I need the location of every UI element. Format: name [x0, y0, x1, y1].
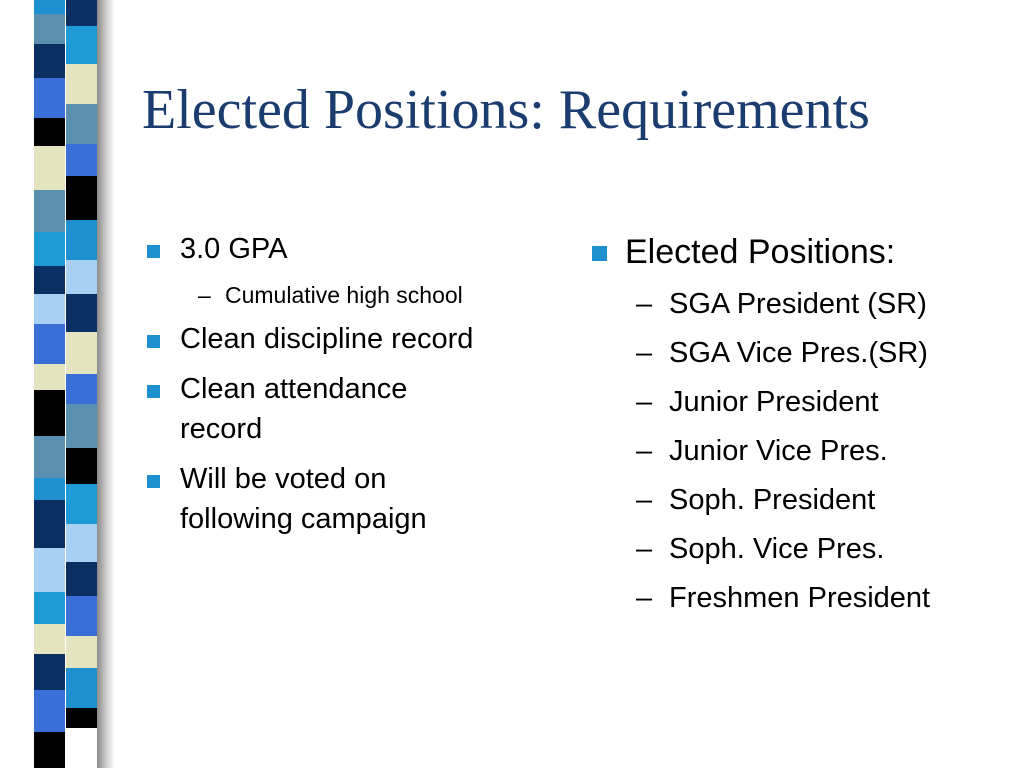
- bullet-square-icon: [147, 245, 160, 258]
- right-sub-item: Soph. President: [669, 484, 876, 516]
- left-bullet-attendance-line2: record: [180, 413, 263, 445]
- dash-icon: –: [636, 533, 653, 565]
- left-sub-cumulative: Cumulative high school: [225, 282, 463, 308]
- dash-icon: –: [636, 386, 653, 418]
- bullet-square-icon: [147, 385, 160, 398]
- right-sub-item: Junior Vice Pres.: [669, 435, 888, 467]
- left-bullet-voted-line2: following campaign: [180, 503, 427, 535]
- stripe-column-left: [34, 0, 65, 768]
- dash-icon: –: [636, 288, 653, 320]
- left-bullet-discipline: Clean discipline record: [180, 323, 474, 355]
- bullet-square-icon: [147, 475, 160, 488]
- stripe-column-right: [66, 0, 97, 768]
- stripe-shadow: [97, 0, 115, 768]
- slide-title: Elected Positions: Requirements: [142, 79, 870, 141]
- left-bullet-gpa: 3.0 GPA: [180, 233, 288, 265]
- bullet-square-icon: [147, 335, 160, 348]
- dash-icon: –: [636, 582, 653, 614]
- right-sub-item: Soph. Vice Pres.: [669, 533, 885, 565]
- bullet-square-icon: [592, 246, 607, 261]
- right-sub-item: Junior President: [669, 386, 879, 418]
- dash-icon: –: [636, 484, 653, 516]
- right-sub-item: Freshmen President: [669, 582, 931, 614]
- right-sub-item: SGA Vice Pres.(SR): [669, 337, 928, 369]
- dash-icon: –: [198, 282, 211, 308]
- left-bullet-voted-line1: Will be voted on: [180, 463, 387, 495]
- dash-icon: –: [636, 337, 653, 369]
- right-bullet-heading: Elected Positions:: [625, 233, 896, 271]
- dash-icon: –: [636, 435, 653, 467]
- right-sub-item: SGA President (SR): [669, 288, 927, 320]
- left-bullet-attendance-line1: Clean attendance: [180, 373, 408, 405]
- decorative-stripe-bar: [0, 0, 115, 768]
